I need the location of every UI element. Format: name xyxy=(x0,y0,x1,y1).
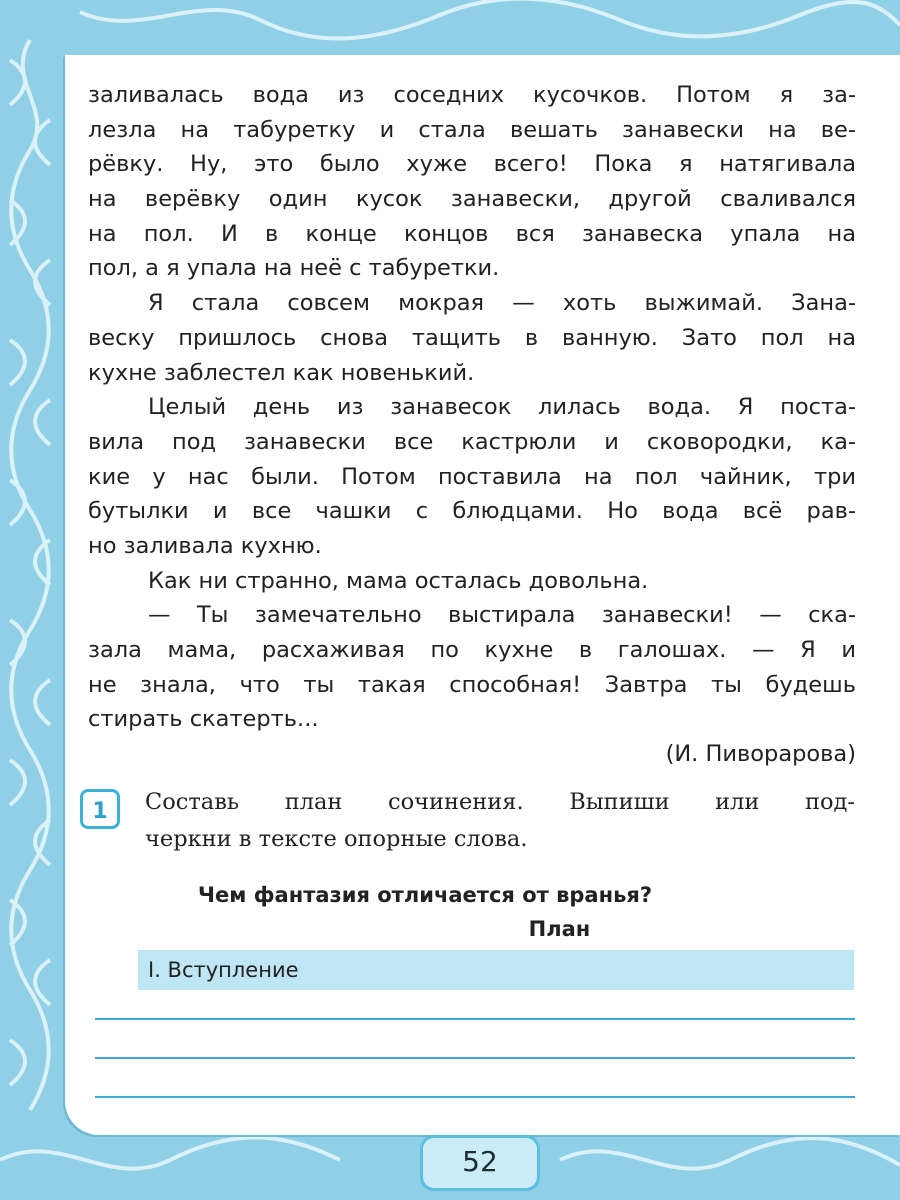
story-line: стирать скатерть... xyxy=(88,706,319,733)
story-line: Целый день из занавесок лилась вода. Я поста- xyxy=(148,394,856,421)
answer-line[interactable] xyxy=(95,1057,855,1059)
story-line: на верёвку один кусок занавески, другой сваливался xyxy=(88,186,856,213)
story-line: вила под занавески все кастрюли и сковородки, ка- xyxy=(88,428,856,455)
story-line: на пол. И в конце концов вся занавеска упала на xyxy=(88,220,856,247)
story-line: веску пришлось снова тащить в ванную. Зато пол на xyxy=(88,324,856,351)
plan-item-intro: I. Вступление xyxy=(148,958,299,982)
story-line: но заливала кухню. xyxy=(88,532,322,559)
author-credit: (И. Пиворарова) xyxy=(665,741,856,768)
story-line: пол, а я упала на неё с табуретки. xyxy=(88,255,500,282)
story-line: заливалась вода из соседних кусочков. Потом я за- xyxy=(88,82,856,108)
answer-line[interactable] xyxy=(95,1018,855,1020)
story-line: лезла на табуретку и стала вешать занавески на ве- xyxy=(88,116,856,143)
task-line: Составь план сочинения. Выпиши или под- xyxy=(145,789,855,815)
story-line: бутылки и все чашки с блюдцами. Но вода всё рав- xyxy=(88,498,856,525)
task-instruction xyxy=(145,784,855,858)
story-line: — Ты замечательно выстирала занавески! — ска- xyxy=(148,602,856,629)
essay-topic xyxy=(88,878,856,946)
task-number-badge: 1 xyxy=(80,789,120,829)
story-line: не знала, что ты такая способная! Завтра ты будешь xyxy=(88,671,856,698)
topic-title: Чем фантазия отличается от вранья? xyxy=(198,883,653,907)
story-line: Я стала совсем мокрая — хоть выжимай. Зана- xyxy=(148,290,856,317)
story-line: рёвку. Ну, это было хуже всего! Пока я натягивала xyxy=(88,151,856,178)
answer-line[interactable] xyxy=(95,1096,855,1098)
plan-title: План xyxy=(528,917,591,941)
story-line: Как ни странно, мама осталась довольна. xyxy=(148,567,649,594)
task-line: черкни в тексте опорные слова. xyxy=(145,826,528,852)
story-line: зала мама, расхаживая по кухне в галошах. — Я и xyxy=(88,637,856,663)
page-number: 52 xyxy=(420,1135,540,1191)
story-text xyxy=(88,78,856,772)
story-line: кие у нас были. Потом поставила на пол чайник, три xyxy=(88,463,856,490)
story-line: кухне заблестел как новенький. xyxy=(88,359,475,386)
